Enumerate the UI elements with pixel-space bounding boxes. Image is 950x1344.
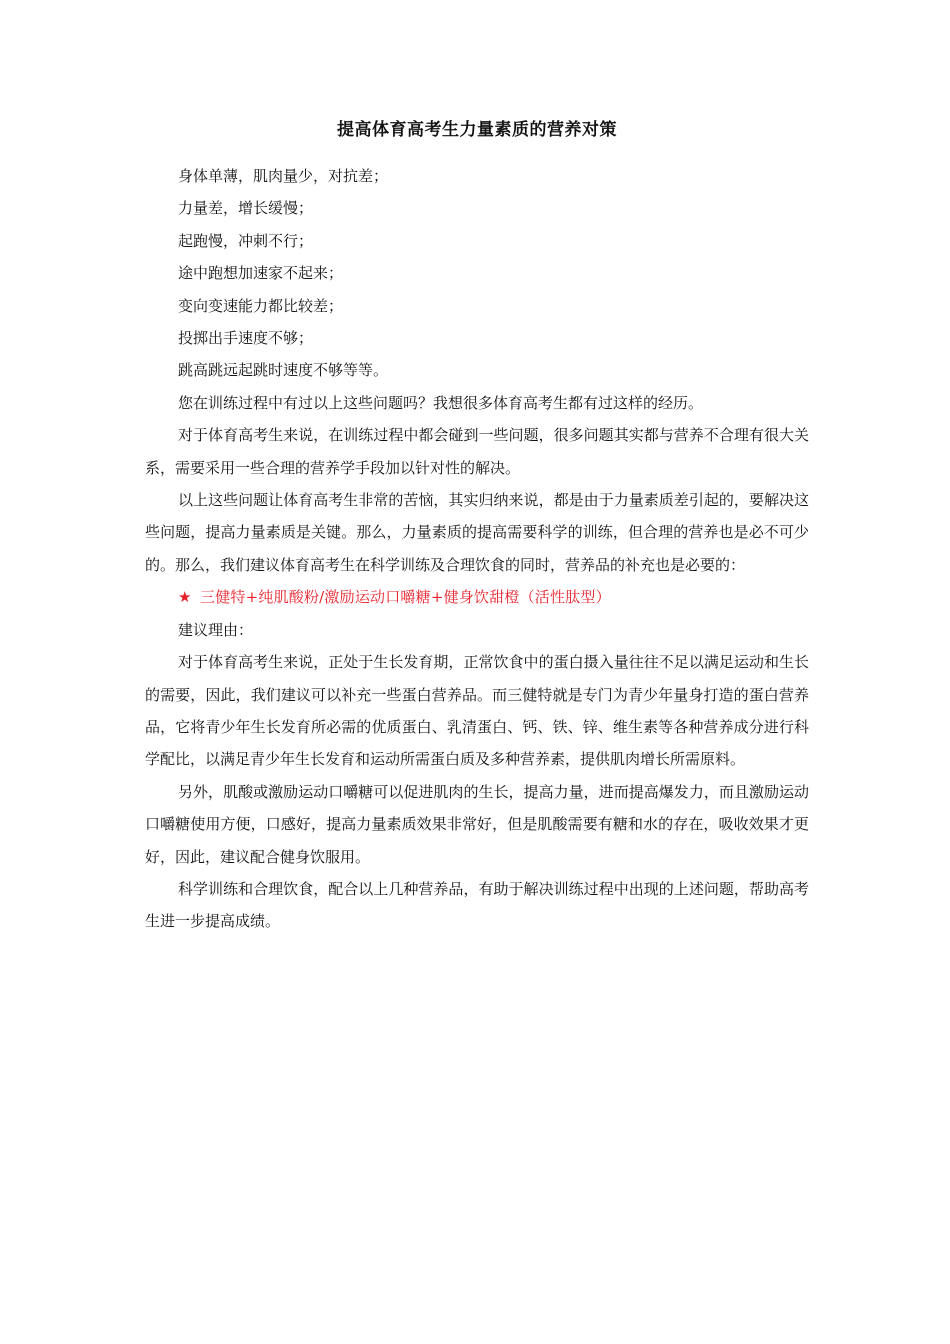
- symptom-list: [145, 160, 809, 387]
- document-page: [145, 118, 809, 938]
- question-paragraph: 您在训练过程中有过以上这些问题吗？我想很多体育高考生都有过这样的经历。: [178, 393, 704, 412]
- symptom-item: 投掷出手速度不够；: [178, 329, 314, 348]
- symptom-item: 起跑慢，冲刺不行；: [178, 231, 314, 250]
- reason-paragraph: 对于体育高考生来说，正处于生长发育期，正常饮食中的蛋白摄入量往往不足以满足运动和生长的需要，因此，我们建议可以补充一些蛋白营养品。而三健特就是专门为青少年量身打造的蛋白营养品，它将青少年生长发育所必需的优质蛋白、乳清蛋白、钙、铁、锌、维生素等各种营养成分进行科学配比，以满足青少年生长发育和运动所需蛋白质及多种营养素，提供肌肉增长所需原料。: [145, 653, 809, 769]
- recommendation-text: 三健特+纯肌酸粉/激励运动口嚼糖+健身饮甜橙（活性肽型）: [200, 588, 611, 607]
- symptom-item: 变向变速能力都比较差；: [178, 296, 344, 315]
- symptom-item: 力量差，增长缓慢；: [178, 199, 314, 218]
- creatine-paragraph: 另外，肌酸或激励运动口嚼糖可以促进肌肉的生长，提高力量，进而提高爆发力，而且激励运动口嚼糖使用方便，口感好，提高力量素质效果非常好，但是肌酸需要有糖和水的存在，吸收效果才更好，因此，建议配合健身饮服用。: [145, 782, 809, 866]
- conclusion-paragraph: 科学训练和合理饮食，配合以上几种营养品，有助于解决训练过程中出现的上述问题，帮助高考生进一步提高成绩。: [145, 879, 809, 931]
- symptom-item: 途中跑想加速家不起来；: [178, 264, 344, 283]
- recommendation-line: [145, 581, 809, 613]
- reason-label: 建议理由：: [178, 620, 254, 639]
- document-title: 提高体育高考生力量素质的营养对策: [337, 120, 617, 140]
- analysis-paragraph: 以上这些问题让体育高考生非常的苦恼，其实归纳来说，都是由于力量素质差引起的，要解决这些问题，提高力量素质是关键。那么，力量素质的提高需要科学的训练，但合理的营养也是必不可少的。那么，我们建议体育高考生在科学训练及合理饮食的同时，营养品的补充也是必要的：: [145, 491, 809, 574]
- intro-paragraph: 对于体育高考生来说，在训练过程中都会碰到一些问题，很多问题其实都与营养不合理有很大关系，需要采用一些合理的营养学手段加以针对性的解决。: [145, 426, 809, 477]
- symptom-item: 身体单薄，肌肉量少，对抗差；: [178, 167, 389, 185]
- star-icon: ★: [178, 588, 192, 607]
- symptom-item: 跳高跳远起跳时速度不够等等。: [178, 361, 389, 380]
